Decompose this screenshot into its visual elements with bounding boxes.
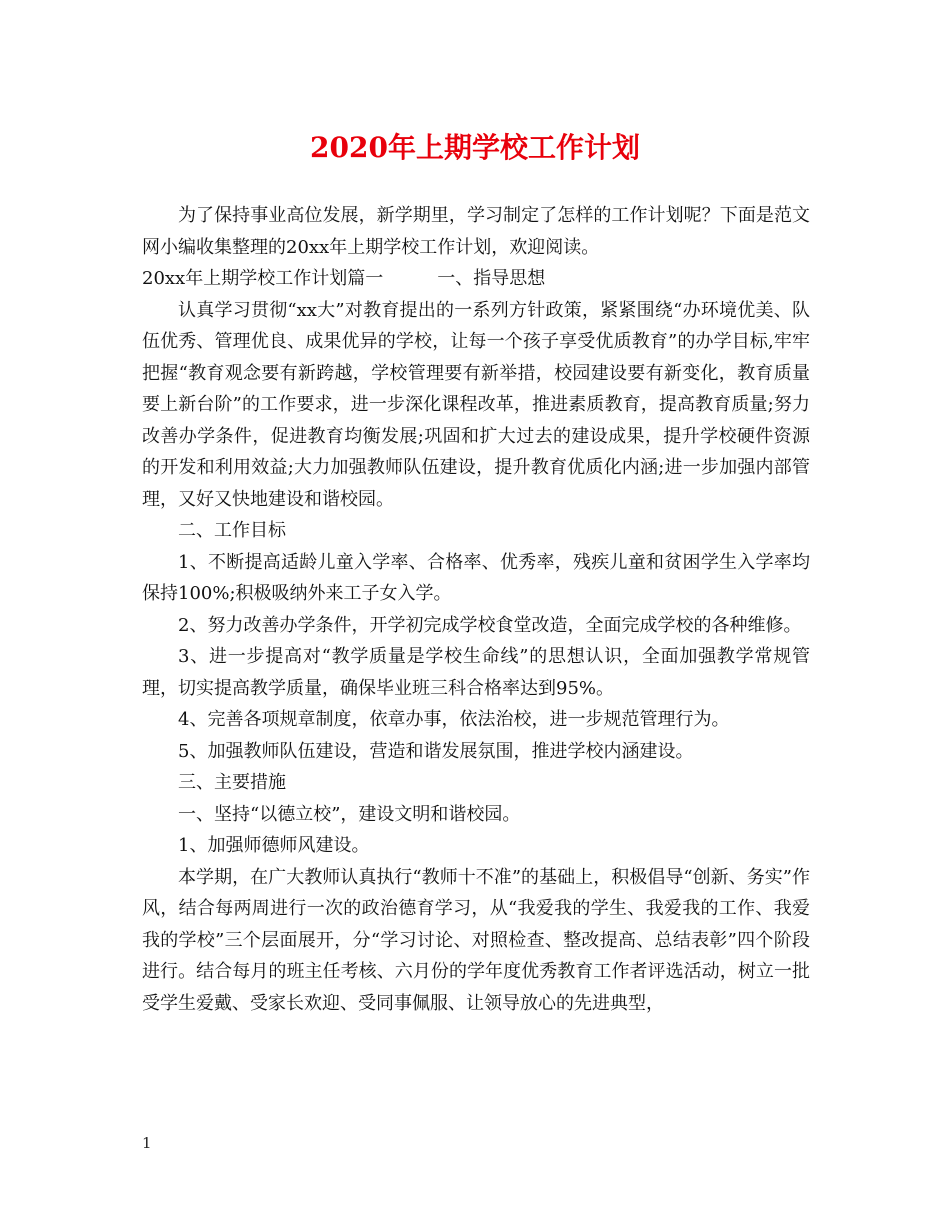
paragraph-heading-measures: 三、主要措施 <box>178 772 286 793</box>
paragraph-guiding-ideology: 认真学习贯彻“xx大”对教育提出的一系列方针政策，紧紧围绕“办环境优美、队伍优秀、管理优良、成果优异的学校，让每一个孩子享受优质教育”的办学目标,牢牢把握“教育观念要有新跨越，学校管理要有新举措，校园建设要有新变化，教育质量要上新台阶”的工作要求，进一步深化课程改革，推进素质教育，提高教育质量;努力改善办学条件，促进教育均衡发展;巩固和扩大过去的建设成果，提升学校硬件资源的开发和利用效益;大力加强教师队伍建设，提升教育优质化内涵;进一步加强内部管理，又好又快地建设和谐校园。 <box>142 299 810 510</box>
paragraph-goal-2: 2、努力改善办学条件，开学初完成学校食堂改造，全面完成学校的各种维修。 <box>178 614 802 636</box>
paragraph-measure-detail: 本学期，在广大教师认真执行“教师十不准”的基础上，积极倡导“创新、务实”作风，结合每两周进行一次的政治德育学习，从“我爱我的学生、我爱我的工作、我爱我的学校”三个层面展开，分“学习讨论、对照检查、整改提高、总结表彰”四个阶段进行。结合每月的班主任考核、六月份的学年度优秀教育工作者评选活动，树立一批受学生爱戴、受家长欢迎、受同事佩服、让领导放心的先进典型， <box>142 866 810 1014</box>
paragraph-goal-1: 1、不断提高适龄儿童入学率、合格率、优秀率，残疾儿童和贫困学生入学率均保持100%;积极吸纳外来工子女入学。 <box>142 551 810 604</box>
paragraph-section-heading: 20xx年上期学校工作计划篇一 一、指导思想 <box>142 268 546 289</box>
paragraph-measure-1-1: 1、加强师德师风建设。 <box>178 835 370 856</box>
paragraph-measure-1: 一、坚持“以德立校”，建设文明和谐校园。 <box>178 803 521 825</box>
page-number: 1 <box>142 1134 152 1152</box>
paragraph-intro: 为了保持事业高位发展，新学期里，学习制定了怎样的工作计划呢？下面是范文网小编收集整理的20xx年上期学校工作计划，欢迎阅读。 <box>142 205 810 258</box>
document-title: 2020年上期学校工作计划 <box>310 131 640 164</box>
paragraph-goal-5: 5、加强教师队伍建设，营造和谐发展氛围，推进学校内涵建设。 <box>178 740 694 762</box>
document-body <box>142 200 810 1019</box>
paragraph-goal-3: 3、进一步提高对“教学质量是学校生命线”的思想认识，全面加强教学常规管理，切实提高教学质量，确保毕业班三科合格率达到95%。 <box>142 646 810 699</box>
paragraph-heading-goals: 二、工作目标 <box>178 520 286 541</box>
paragraph-goal-4: 4、完善各项规章制度，依章办事，依法治校，进一步规范管理行为。 <box>178 709 730 730</box>
